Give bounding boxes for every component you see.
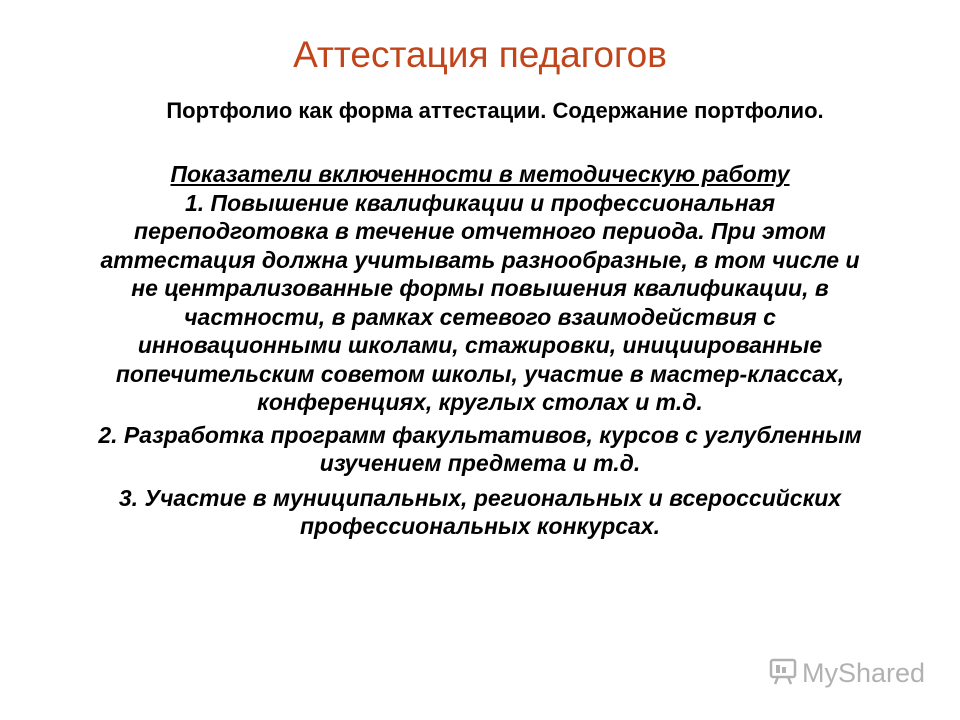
section-heading: Показатели включенности в методическую работу (170, 161, 790, 187)
slide-subtitle: Портфолио как форма аттестации. Содержание портфолио. (166, 98, 824, 123)
presentation-board-icon (768, 656, 798, 691)
list-item: 1. Повышение квалификации и профессиональная переподготовка в течение отчетного периода. При этом аттестация должна учитывать разнообразные, в том числе и не централизованные формы повышения квалификации, в частности, в рамках сетевого взаимодействия с инновационными школами, стажировки, инициированные попечительским советом школы, участие в мастер-классах, конференциях, круглых столах и т.д. (100, 189, 860, 415)
slide-title: Аттестация педагогов (293, 34, 667, 75)
slide-body (90, 160, 870, 541)
watermark-logo (768, 655, 925, 691)
list-item: 2. Разработка программ факультативов, курсов с углубленным изучением предмета и т.д. (98, 421, 862, 476)
watermark-text: MyShared (802, 657, 926, 688)
list-item: 3. Участие в муниципальных, региональных и всероссийских профессиональных конкурсах. (118, 484, 842, 539)
